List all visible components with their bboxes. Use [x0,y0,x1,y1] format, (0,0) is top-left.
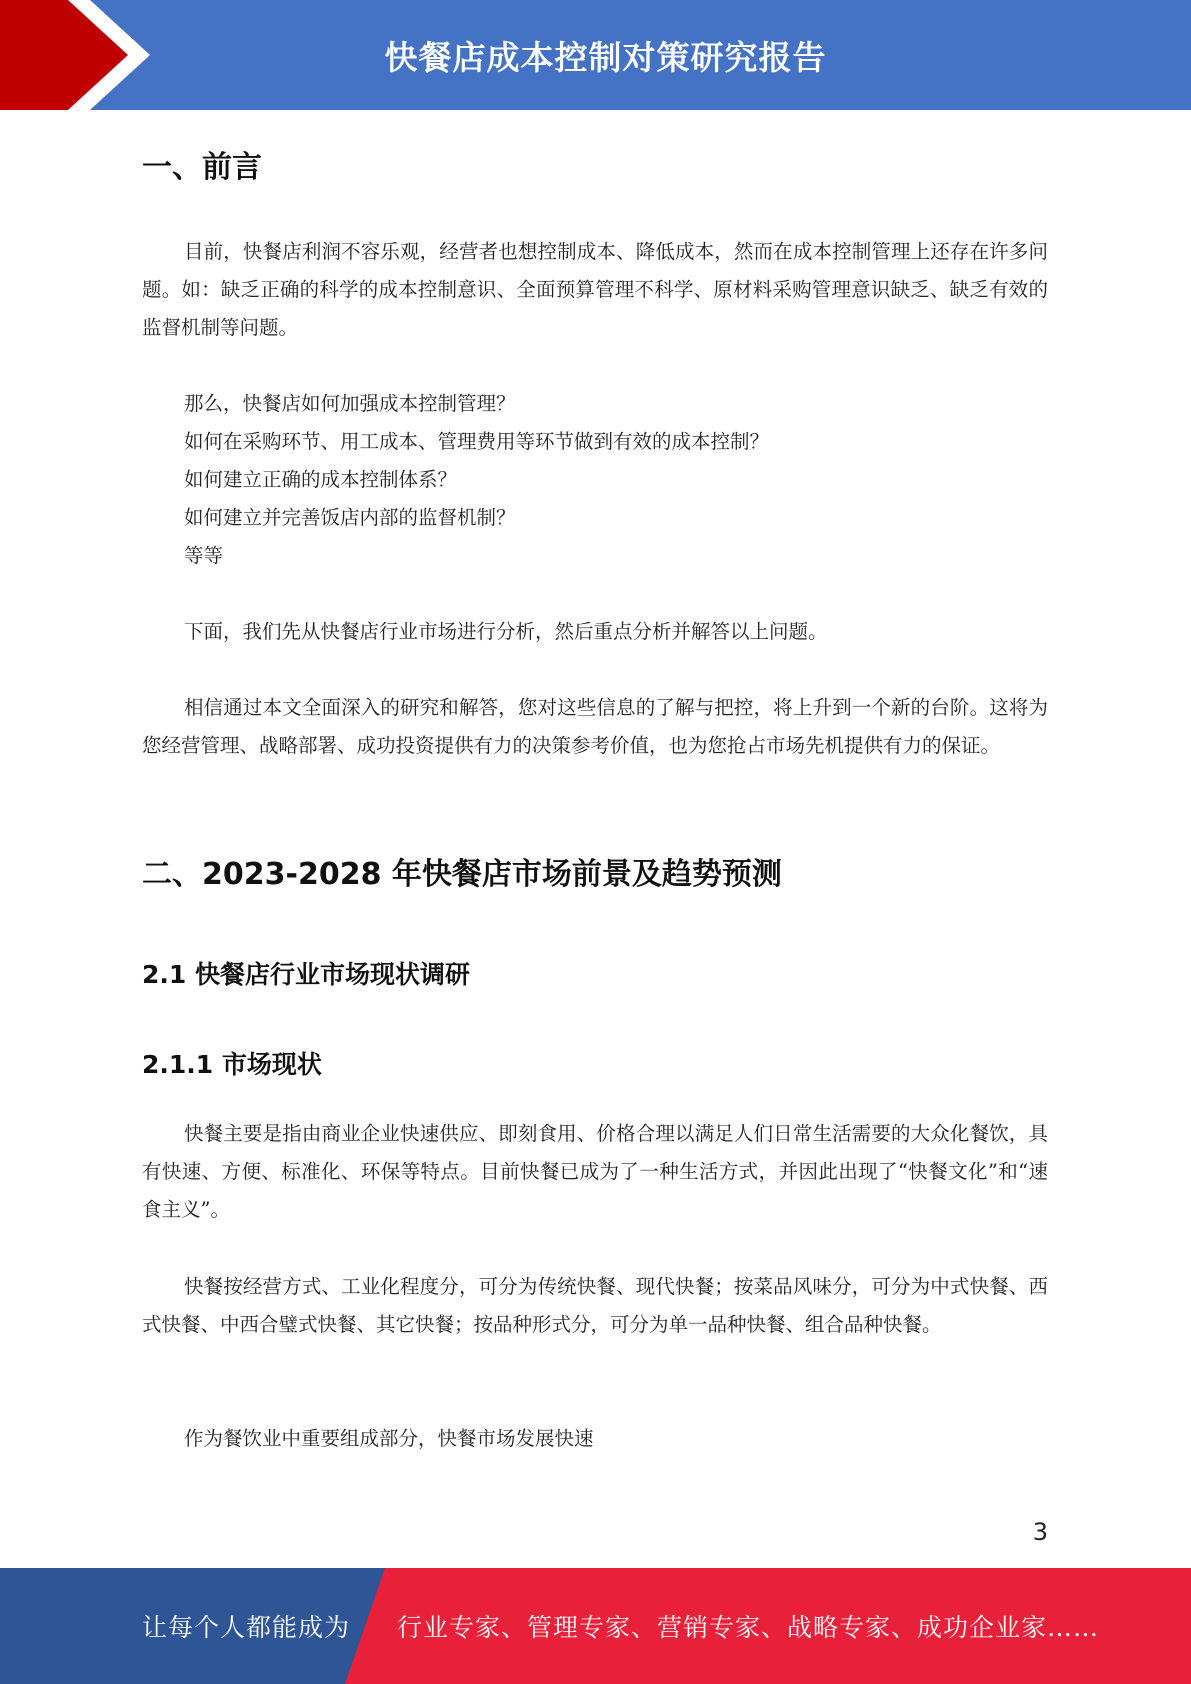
footer-slogan-left: 让每个人都能成为 [142,1613,351,1642]
question-item: 如何建立正确的成本控制体系？ [184,468,458,491]
section-1-heading: 一、前言 [142,150,262,185]
intro-paragraph-2: 下面，我们先从快餐店行业市场进行分析，然后重点分析并解答以上问题。 [184,620,828,643]
question-item: 那么，快餐店如何加强成本控制管理？ [184,392,516,415]
page-footer [0,1568,1191,1684]
question-list [184,385,769,575]
section-2-heading: 二、2023-2028 年快餐店市场前景及趋势预测 [142,857,782,892]
question-item: 如何建立并完善饭店内部的监督机制？ [184,506,516,529]
question-item: 如何在采购环节、用工成本、管理费用等环节做到有效的成本控制？ [184,430,770,453]
market-paragraph-3: 作为餐饮业中重要组成部分，快餐市场发展快速 [184,1427,594,1450]
intro-paragraph-1: 目前，快餐店利润不容乐观，经营者也想控制成本、降低成本，然而在成本控制管理上还存在许多问题。如：缺乏正确的科学的成本控制意识、全面预算管理不科学、原材料采购管理意识缺乏、缺乏有效的监督机制等问题。 [142,240,1048,339]
section-2-1-1-heading: 2.1.1 市场现状 [142,1050,322,1079]
page-number: 3 [1032,1518,1048,1546]
footer-slogan-right: 行业专家、管理专家、营销专家、战略专家、成功企业家…… [397,1613,1100,1642]
section-2-1-heading: 2.1 快餐店行业市场现状调研 [142,960,470,989]
page-header [0,0,1191,110]
market-paragraph-2: 快餐按经营方式、工业化程度分，可分为传统快餐、现代快餐；按菜品风味分，可分为中式快餐、西式快餐、中西合璧式快餐、其它快餐；按品种形式分，可分为单一品种快餐、组合品种快餐。 [142,1275,1048,1336]
intro-paragraph-3: 相信通过本文全面深入的研究和解答，您对这些信息的了解与把控，将上升到一个新的台阶。这将为您经营管理、战略部署、成功投资提供有力的决策参考价值，也为您抢占市场先机提供有力的保证。 [142,696,1048,757]
question-item: 等等 [184,544,224,567]
report-title: 快餐店成本控制对策研究报告 [384,37,827,77]
market-paragraph-1: 快餐主要是指由商业企业快速供应、即刻食用、价格合理以满足人们日常生活需要的大众化餐饮，具有快速、方便、标准化、环保等特点。目前快餐已成为了一种生活方式，并因此出现了“快餐文化”和“速食主义”。 [142,1122,1048,1221]
